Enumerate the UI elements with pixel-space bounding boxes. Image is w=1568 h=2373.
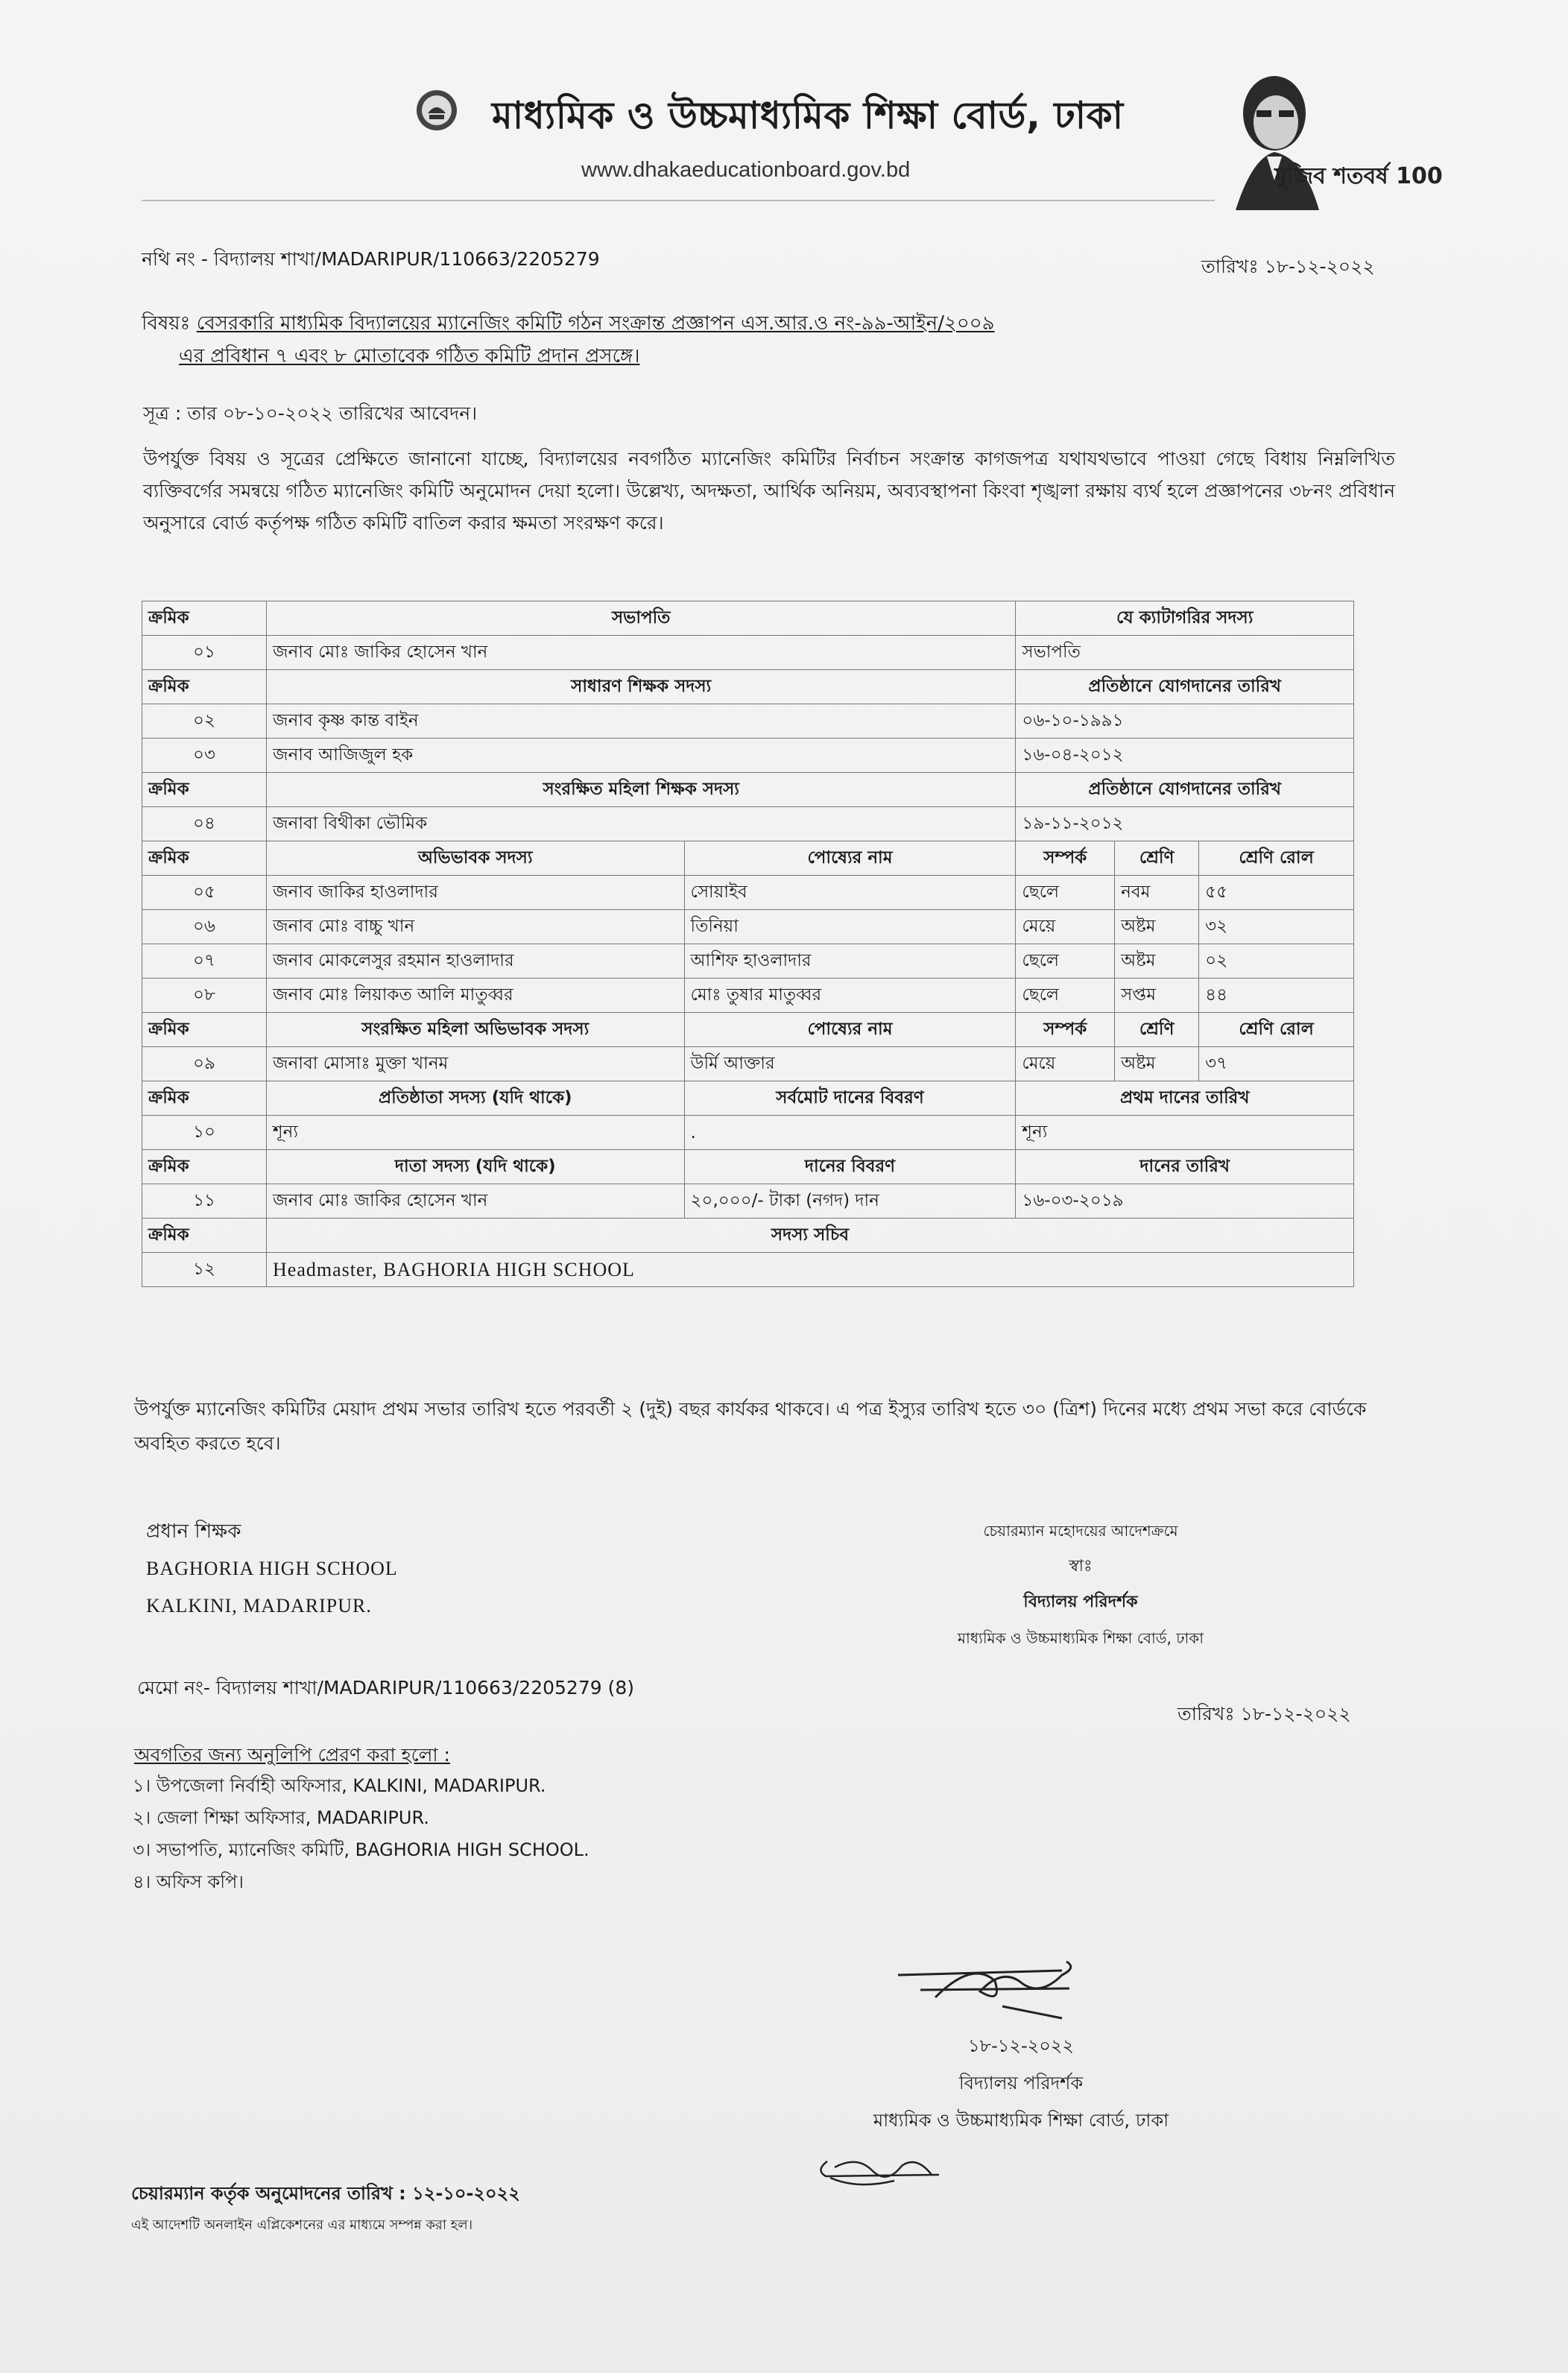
ward-heading: পোষ্যের নাম xyxy=(684,841,1016,876)
serial-cell: ০৪ xyxy=(142,807,267,841)
board-title: মাধ্যমিক ও উচ্চমাধ্যমিক শিক্ষা বোর্ড, ঢাকা xyxy=(492,94,1124,137)
ward-name: উর্মি আক্তার xyxy=(684,1047,1016,1081)
serial-cell: ০৩ xyxy=(142,739,267,773)
serial-cell: ১০ xyxy=(142,1116,267,1150)
mujib-logo-text: মুজিব শতবর্ষ 100 xyxy=(1274,163,1443,189)
donation-date: শূন্য xyxy=(1016,1116,1354,1150)
class-cell: অষ্টম xyxy=(1115,1047,1199,1081)
member-name: জনাব মোকলেসুর রহমান হাওলাদার xyxy=(267,944,685,979)
first-donation-date-heading: প্রথম দানের তারিখ xyxy=(1016,1081,1354,1116)
board-website: www.dhakaeducationboard.gov.bd xyxy=(581,158,911,182)
table-row xyxy=(142,876,1354,910)
female-teacher-heading: সংরক্ষিত মহিলা শিক্ষক সদস্য xyxy=(267,773,1016,807)
member-category: সভাপতি xyxy=(1016,636,1354,670)
relation-cell: মেয়ে xyxy=(1016,1047,1115,1081)
class-cell: সপ্তম xyxy=(1115,979,1199,1013)
donation-date-heading: দানের তারিখ xyxy=(1016,1150,1354,1184)
table-row xyxy=(142,739,1354,773)
serial-cell: ১২ xyxy=(142,1253,267,1287)
table-row xyxy=(142,1081,1354,1116)
table-row xyxy=(142,910,1354,944)
signature-date: ১৮-১২-২০২২ xyxy=(967,2035,1075,2056)
subject xyxy=(142,308,995,373)
recipient-line-3: KALKINI, MADARIPUR. xyxy=(146,1595,372,1617)
table-row xyxy=(142,979,1354,1013)
serial-cell: ০৯ xyxy=(142,1047,267,1081)
serial-cell: ০৭ xyxy=(142,944,267,979)
subject-line-1: বেসরকারি মাধ্যমিক বিদ্যালয়ের ম্যানেজিং কমিটি গঠন সংক্রান্ত প্রজ্ঞাপন এস.আর.ও নং-৯৯-আইন/২০০৯ xyxy=(196,312,995,335)
ward-name: তিনিয়া xyxy=(684,910,1016,944)
relation-cell: ছেলে xyxy=(1016,979,1115,1013)
member-name: জনাবা মোসাঃ মুক্তা খানম xyxy=(267,1047,685,1081)
member-name: জনাব মোঃ জাকির হোসেন খান xyxy=(267,1184,685,1219)
memo-2-reference: মেমো নং- বিদ্যালয় শাখা/MADARIPUR/110663/2205279 (8) xyxy=(137,1677,634,1699)
joining-date: ১৯-১১-২০১২ xyxy=(1016,807,1354,841)
serial-header: ক্রমিক xyxy=(142,841,267,876)
order-line-3: বিদ্যালয় পরিদর্শক xyxy=(1023,1593,1138,1611)
table-row xyxy=(142,807,1354,841)
donation-detail: ২০,০০০/- টাকা (নগদ) দান xyxy=(684,1184,1016,1219)
relation-cell: মেয়ে xyxy=(1016,910,1115,944)
serial-cell: ০২ xyxy=(142,704,267,739)
guardian-heading: অভিভাবক সদস্য xyxy=(267,841,685,876)
serial-header: ক্রমিক xyxy=(142,1150,267,1184)
ward-heading: পোষ্যের নাম xyxy=(684,1013,1016,1047)
signature-block xyxy=(812,2027,1230,2139)
joining-date: ০৬-১০-১৯৯১ xyxy=(1016,704,1354,739)
member-name: শূন্য xyxy=(267,1116,685,1150)
list-item: ১। উপজেলা নির্বাহী অফিসার, KALKINI, MADARIPUR. xyxy=(133,1775,546,1796)
roll-heading: শ্রেণি রোল xyxy=(1199,1013,1354,1047)
president-heading: সভাপতি xyxy=(267,601,1016,636)
serial-cell: ০৬ xyxy=(142,910,267,944)
female-guardian-heading: সংরক্ষিত মহিলা অভিভাবক সদস্য xyxy=(267,1013,685,1047)
roll-cell: ৩৭ xyxy=(1199,1047,1354,1081)
reference-line: সূত্র : তার ০৮-১০-২০২২ তারিখের আবেদন। xyxy=(143,402,478,424)
serial-cell: ০১ xyxy=(142,636,267,670)
table-row xyxy=(142,636,1354,670)
serial-header: ক্রমিক xyxy=(142,1081,267,1116)
order-block xyxy=(939,1513,1222,1656)
subject-label: বিষয়ঃ xyxy=(142,312,191,335)
donation-detail-heading: দানের বিবরণ xyxy=(684,1150,1016,1184)
table-row xyxy=(142,1219,1354,1253)
class-heading: শ্রেণি xyxy=(1115,1013,1199,1047)
body-paragraph: উপর্যুক্ত বিষয় ও সূত্রের প্রেক্ষিতে জানানো যাচ্ছে, বিদ্যালয়ের নবগঠিত ম্যানেজিং কমিটির নির্বাচন সংক্রান্ত কাগজপত্র যথাযথভাবে পাওয়া গেছে বিধায় নিম্নলিখিত ব্যক্তিবর্গের সমন্বয়ে গঠিত ম্যানেজিং কমিটি অনুমোদন দেয়া হলো। উল্লেখ্য, অদক্ষতা, আর্থিক অনিয়ম, অব্যবস্থাপনা কিংবা শৃঙ্খলা রক্ষায় ব্যর্থ হলে প্রজ্ঞাপনের ৩৮নং প্রবিধান অনুসারে বোর্ড কর্তৃপক্ষ গঠিত কমিটি বাতিল করার ক্ষমতা সংরক্ষণ করে। xyxy=(143,448,1395,534)
member-name: জনাব আজিজুল হক xyxy=(267,739,1016,773)
donation-total-heading: সর্বমোট দানের বিবরণ xyxy=(684,1081,1016,1116)
approval-date: চেয়ারম্যান কর্তৃক অনুমোদনের তারিখ : ১২-১০-২০২২ xyxy=(131,2183,520,2204)
member-name: জনাব মোঃ জাকির হোসেন খান xyxy=(267,636,1016,670)
signature-designation: বিদ্যালয় পরিদর্শক xyxy=(958,2073,1084,2094)
member-name: জনাব মোঃ বাচ্চু খান xyxy=(267,910,685,944)
memo-reference: নথি নং - বিদ্যালয় শাখা/MADARIPUR/110663/2205279 xyxy=(142,248,600,270)
serial-header: ক্রমিক xyxy=(142,1013,267,1047)
serial-cell: ০৫ xyxy=(142,876,267,910)
header-divider xyxy=(142,200,1215,201)
table-row xyxy=(142,601,1354,636)
table-row xyxy=(142,773,1354,807)
table-row xyxy=(142,841,1354,876)
order-line-4: মাধ্যমিক ও উচ্চমাধ্যমিক শিক্ষা বোর্ড, ঢাকা xyxy=(957,1629,1204,1647)
member-name: জনাব কৃষ্ণ কান্ত বাইন xyxy=(267,704,1016,739)
online-note: এই আদেশটি অনলাইন এপ্লিকেশনের এর মাধ্যমে সম্পন্ন করা হল। xyxy=(131,2217,473,2233)
category-heading: যে ক্যাটাগরির সদস্য xyxy=(1016,601,1354,636)
order-line-1: চেয়ারম্যান মহোদয়ের আদেশক্রমে xyxy=(983,1522,1178,1540)
signature-icon xyxy=(891,1945,1084,2027)
class-cell: নবম xyxy=(1115,876,1199,910)
ward-name: আশিফ হাওলাদার xyxy=(684,944,1016,979)
list-item: ২। জেলা শিক্ষা অফিসার, MADARIPUR. xyxy=(133,1807,429,1828)
list-item: ৩। সভাপতি, ম্যানেজিং কমিটি, BAGHORIA HIGH SCHOOL. xyxy=(133,1839,589,1860)
committee-table xyxy=(142,601,1354,1287)
table-row xyxy=(142,1184,1354,1219)
list-item: ৪। অফিস কপি। xyxy=(133,1871,244,1892)
recipient-line-1: প্রধান শিক্ষক xyxy=(146,1520,241,1543)
roll-cell: ৫৫ xyxy=(1199,876,1354,910)
recipient-block xyxy=(146,1513,398,1625)
signature-office: মাধ্যমিক ও উচ্চমাধ্যমিক শিক্ষা বোর্ড, ঢাকা xyxy=(873,2110,1169,2131)
relation-cell: ছেলে xyxy=(1016,876,1115,910)
donation-detail: . xyxy=(684,1116,1016,1150)
table-row xyxy=(142,670,1354,704)
subject-line-2: এর প্রবিধান ৭ এবং ৮ মোতাবেক গঠিত কমিটি প্রদান প্রসঙ্গে। xyxy=(179,345,640,367)
serial-header: ক্রমিক xyxy=(142,773,267,807)
joining-date: ১৬-০৪-২০১২ xyxy=(1016,739,1354,773)
table-row xyxy=(142,1253,1354,1287)
member-name: জনাব জাকির হাওলাদার xyxy=(267,876,685,910)
memo-date: তারিখঃ ১৮-১২-২০২২ xyxy=(1201,256,1375,277)
recipient-line-2: BAGHORIA HIGH SCHOOL xyxy=(146,1558,398,1579)
roll-cell: ৪৪ xyxy=(1199,979,1354,1013)
validity-text: উপর্যুক্ত ম্যানেজিং কমিটির মেয়াদ প্রথম সভার তারিখ হতে পরবর্তী ২ (দুই) বছর কার্যকর থাকবে। এ পত্র ইস্যুর তারিখ হতে ৩০ (ত্রিশ) দিনের মধ্যে প্রথম সভা করে বোর্ডকে অবহিত করতে হবে। xyxy=(134,1398,1367,1454)
secretary-heading: সদস্য সচিব xyxy=(267,1219,1354,1253)
serial-header: ক্রমিক xyxy=(142,670,267,704)
serial-cell: ০৮ xyxy=(142,979,267,1013)
roll-cell: ০২ xyxy=(1199,944,1354,979)
class-cell: অষ্টম xyxy=(1115,910,1199,944)
memo-2-date: তারিখঃ ১৮-১২-২০২২ xyxy=(1177,1703,1351,1725)
roll-heading: শ্রেণি রোল xyxy=(1199,841,1354,876)
member-name: Headmaster, BAGHORIA HIGH SCHOOL xyxy=(267,1253,1354,1287)
member-name: জনাব মোঃ লিয়াকত আলি মাতুব্বর xyxy=(267,979,685,1013)
serial-header: ক্রমিক xyxy=(142,601,267,636)
table-row xyxy=(142,1116,1354,1150)
order-line-2: স্বাঃ xyxy=(1069,1557,1093,1576)
joining-date-heading: প্রতিষ্ঠানে যোগদানের তারিখ xyxy=(1016,773,1354,807)
donation-date: ১৬-০৩-২০১৯ xyxy=(1016,1184,1354,1219)
copies-list xyxy=(133,1770,589,1898)
relation-heading: সম্পর্ক xyxy=(1016,1013,1115,1047)
serial-cell: ১১ xyxy=(142,1184,267,1219)
board-logo-icon xyxy=(414,88,459,133)
roll-cell: ৩২ xyxy=(1199,910,1354,944)
serial-header: ক্রমিক xyxy=(142,1219,267,1253)
table-row xyxy=(142,1047,1354,1081)
donor-heading: দাতা সদস্য (যদি থাকে) xyxy=(267,1150,685,1184)
table-row xyxy=(142,1013,1354,1047)
class-heading: শ্রেণি xyxy=(1115,841,1199,876)
founder-heading: প্রতিষ্ঠাতা সদস্য (যদি থাকে) xyxy=(267,1081,685,1116)
relation-heading: সম্পর্ক xyxy=(1016,841,1115,876)
general-teacher-heading: সাধারণ শিক্ষক সদস্য xyxy=(267,670,1016,704)
joining-date-heading: প্রতিষ্ঠানে যোগদানের তারিখ xyxy=(1016,670,1354,704)
table-row xyxy=(142,944,1354,979)
initial-signature-icon xyxy=(812,2148,954,2193)
table-row xyxy=(142,1150,1354,1184)
copies-heading: অবগতির জন্য অনুলিপি প্রেরণ করা হলো : xyxy=(134,1744,450,1766)
ward-name: সোয়াইব xyxy=(684,876,1016,910)
member-name: জনাবা বিথীকা ভৌমিক xyxy=(267,807,1016,841)
table-row xyxy=(142,704,1354,739)
relation-cell: ছেলে xyxy=(1016,944,1115,979)
class-cell: অষ্টম xyxy=(1115,944,1199,979)
ward-name: মোঃ তুষার মাতুব্বর xyxy=(684,979,1016,1013)
